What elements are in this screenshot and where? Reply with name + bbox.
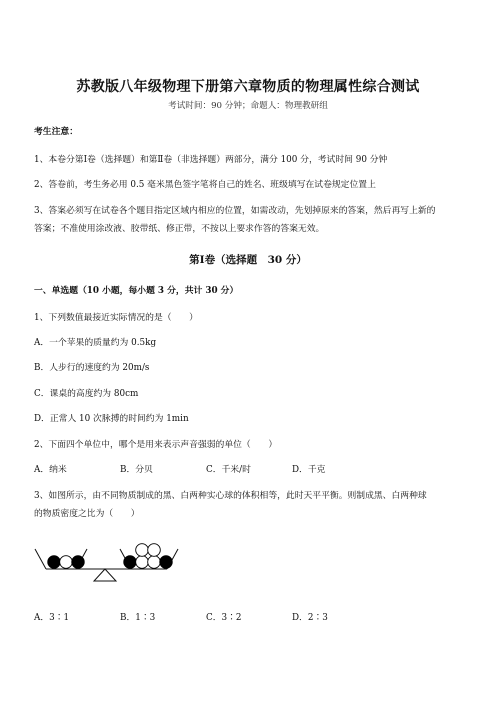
right-white-ball-4 <box>148 544 161 557</box>
notice-item-3-cont: 答案；不准使用涂改液、胶带纸、修正带，不按以上要求作答的答案无效。 <box>34 224 325 234</box>
right-black-ball-1 <box>124 556 137 569</box>
right-white-ball-3 <box>136 544 149 557</box>
fulcrum <box>94 569 116 581</box>
question-1-option-b: B．人步行的速度约为 20m/s <box>34 363 150 373</box>
balance-figure <box>30 535 190 595</box>
question-2-stem: 2、下面四个单位中，哪个是用来表示声音强弱的单位（ ） <box>34 440 278 450</box>
right-white-ball-1 <box>136 556 149 569</box>
question-1-option-a: A．一个苹果的质量约为 0.5kg <box>34 338 157 348</box>
question-2-option-b: B．分贝 <box>120 465 153 475</box>
notice-item-1: 1、本卷分第Ⅰ卷（选择题）和第Ⅱ卷（非选择题）两部分，满分 100 分，考试时间 90 分钟 <box>34 155 388 165</box>
exam-info: 考试时间：90 分钟；命题人：物理教研组 <box>168 101 328 111</box>
question-3-option-c: C．3∶2 <box>206 613 242 623</box>
question-1-option-d: D．正常人 10 次脉搏的时间约为 1min <box>34 414 189 424</box>
question-3-stem-cont: 的物质密度之比为（ ） <box>34 509 140 519</box>
part-heading: 一、单选题（10 小题，每小题 3 分，共计 30 分） <box>34 286 239 296</box>
notice-item-3: 3、答案必须写在试卷各个题目指定区域内相应的位置，如需改动，先划掉原来的答案，然后再写上新的 <box>34 206 436 216</box>
left-black-ball-2 <box>72 556 85 569</box>
question-2-option-a: A．纳米 <box>34 465 67 475</box>
question-3-option-d: D．2∶3 <box>292 613 328 623</box>
right-black-ball-2 <box>160 556 173 569</box>
section-title: 第Ⅰ卷（选择题 30 分） <box>189 254 307 266</box>
left-black-ball-1 <box>48 556 61 569</box>
right-white-ball-2 <box>148 556 161 569</box>
left-white-ball <box>60 556 73 569</box>
question-3-option-a: A．3∶1 <box>34 613 70 623</box>
question-2-option-d: D．千克 <box>292 465 326 475</box>
notice-item-2: 2、答卷前，考生务必用 0.5 毫米黑色签字笔将自己的姓名、班级填写在试卷规定位置上 <box>34 180 376 190</box>
notice-heading: 考生注意： <box>34 127 78 137</box>
question-3-option-b: B．1∶3 <box>120 613 156 623</box>
question-2-option-c: C．千米/时 <box>206 465 251 475</box>
question-3-stem: 3、如图所示，由不同物质制成的黑、白两种实心球的体积相等，此时天平平衡。则制成黑、白两种球 <box>34 491 427 501</box>
question-1-option-c: C．课桌的高度约为 80cm <box>34 389 139 399</box>
page-title: 苏教版八年级物理下册第六章物质的物理属性综合测试 <box>76 79 420 95</box>
question-1-stem: 1、下列数值最接近实际情况的是（ ） <box>34 313 198 323</box>
